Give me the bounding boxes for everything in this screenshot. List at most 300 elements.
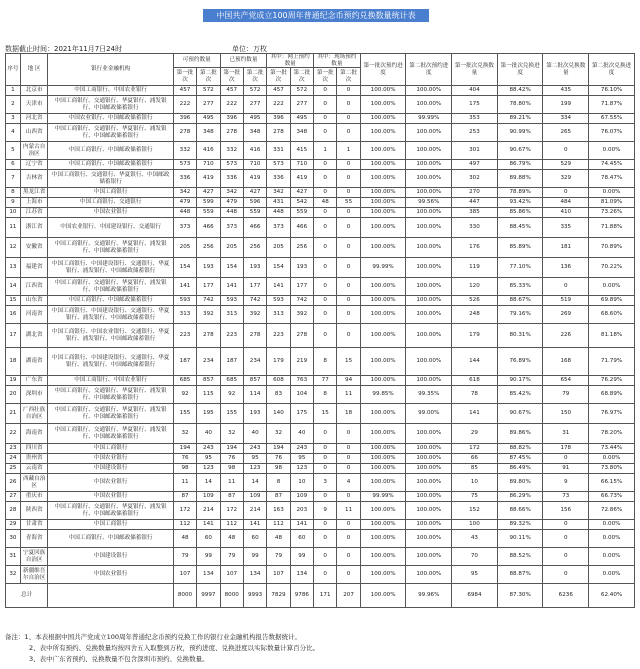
cell-reserve-rate-batch1: 100.00% [360,124,406,142]
cell-reserved-batch1: 222 [220,96,243,114]
cell-seq: 24 [6,454,21,464]
cell-exchange-batch1: 85 [452,464,498,474]
cell-exchange-batch1: 43 [452,530,498,548]
cell-reserved-batch1: 448 [220,208,243,218]
cell-total-exchange-rate-batch2: 62.40% [589,584,635,608]
cell-reservable-batch2: 95 [197,454,220,464]
cell-reservable-batch1: 593 [173,296,196,306]
cell-reserve-rate-batch2: 100.00% [406,124,452,142]
cell-reservable-batch1: 87 [173,492,196,502]
cell-reserved-batch1: 155 [220,404,243,424]
cell-reserve-rate-batch1: 100.00% [360,502,406,520]
cell-reservable-batch2: 710 [197,160,220,170]
cell-exchange-rate-batch2: 71.88% [589,218,635,238]
cell-exchange-batch1: 385 [452,208,498,218]
cell-reserved-batch1: 172 [220,502,243,520]
table-row [6,464,635,474]
cell-exchange-batch1: 302 [452,170,498,188]
cell-reserved-batch2: 348 [243,124,266,142]
cell-region: 福建省 [20,258,48,278]
cell-online-batch1: 593 [267,296,290,306]
cell-exchange-batch2: 156 [543,502,589,520]
cell-exchange-rate-batch2: 73.44% [589,444,635,454]
cell-reserved-batch1: 194 [220,444,243,454]
cell-bank: 中国工商银行、中国邮政储蓄银行 [48,142,173,160]
cell-counter-batch1: 0 [314,324,337,348]
cell-reserved-batch2: 40 [243,424,266,444]
cell-reserve-rate-batch1: 100.00% [360,296,406,306]
cell-total-reserve-rate-batch1: 100.00% [360,584,406,608]
cell-online-batch1: 79 [267,548,290,566]
cell-reservable-batch1: 205 [173,238,196,258]
cell-exchange-rate-batch2: 78.47% [589,170,635,188]
cell-exchange-batch2: 0 [543,188,589,198]
cell-bank: 中国工商银行 [48,520,173,530]
cell-reserved-batch1: 76 [220,454,243,464]
cell-reserved-batch2: 177 [243,278,266,296]
cell-reserve-rate-batch2: 100.00% [406,464,452,474]
cell-exchange-batch1: 179 [452,324,498,348]
cell-region: 贵州省 [20,454,48,464]
cell-reserved-batch1: 457 [220,86,243,96]
cell-exchange-rate-batch1: 76.89% [497,348,543,376]
cell-reserve-rate-batch1: 100.00% [360,238,406,258]
cell-exchange-rate-batch2: 68.60% [589,306,635,324]
cell-bank: 中国工商银行、交通银行、华夏银行、中国邮政储蓄银行 [48,170,173,188]
cell-reserve-rate-batch1: 100.00% [360,348,406,376]
cell-exchange-batch1: 330 [452,218,498,238]
cell-counter-batch2: 0 [337,530,360,548]
cell-counter-batch1: 9 [314,502,337,520]
table-row [6,170,635,188]
table-row [6,114,635,124]
cell-reservable-batch2: 60 [197,530,220,548]
cell-exchange-batch1: 618 [452,376,498,386]
cell-region: 山西省 [20,124,48,142]
cell-reserved-batch2: 243 [243,444,266,454]
cell-reservable-batch2: 134 [197,566,220,584]
cell-reserved-batch2: 256 [243,238,266,258]
cell-bank: 中国工商银行、中国农业银行 [48,86,173,96]
cell-reservable-batch1: 223 [173,324,196,348]
subheader-batch1: 第一批次 [314,68,337,86]
cell-reserved-batch2: 857 [243,376,266,386]
cell-region: 广东省 [20,376,48,386]
cell-seq: 18 [6,348,21,376]
cell-reserved-batch1: 205 [220,238,243,258]
cell-exchange-rate-batch1: 90.67% [497,142,543,160]
cell-exchange-rate-batch2: 76.10% [589,86,635,96]
cell-reservable-batch1: 332 [173,142,196,160]
table-row [6,492,635,502]
note-2: 2、表中所有预约、兑换数量均按四舍五入取整到万枚，预约进度、兑换进度以实际数量计算百分比。 [29,644,320,652]
notes-block [5,632,319,665]
cell-reserved-batch1: 573 [220,160,243,170]
cell-exchange-rate-batch2: 0.00% [589,530,635,548]
cell-online-batch1: 278 [267,124,290,142]
cell-online-batch1: 48 [267,530,290,548]
cell-online-batch1: 107 [267,566,290,584]
cell-reserved-batch2: 123 [243,464,266,474]
cell-online-batch2: 177 [290,278,313,296]
cell-reserved-batch2: 392 [243,306,266,324]
cell-counter-batch1: 0 [314,444,337,454]
cell-seq: 7 [6,170,21,188]
cell-reservable-batch2: 742 [197,296,220,306]
cell-reservable-batch2: 109 [197,492,220,502]
cell-reserved-batch2: 14 [243,474,266,492]
cell-online-batch2: 427 [290,188,313,198]
cell-reservable-batch2: 572 [197,86,220,96]
cell-exchange-rate-batch1: 85.42% [497,386,543,404]
cell-region: 青海省 [20,530,48,548]
cell-counter-batch1: 0 [314,160,337,170]
cell-counter-batch1: 0 [314,296,337,306]
cell-exchange-batch1: 404 [452,86,498,96]
cell-region: 辽宁省 [20,160,48,170]
subheader-batch1: 第一批次 [173,68,196,86]
total-row [6,584,635,608]
cell-counter-batch1: 0 [314,492,337,502]
cell-exchange-rate-batch2: 0.00% [589,142,635,160]
cell-reservable-batch2: 99 [197,548,220,566]
cell-reserve-rate-batch2: 100.00% [406,492,452,502]
cell-total-reservable-batch2: 9997 [197,584,220,608]
cell-exchange-batch1: 75 [452,492,498,502]
cell-online-batch2: 466 [290,218,313,238]
cell-counter-batch1: 0 [314,114,337,124]
cell-reserved-batch1: 141 [220,278,243,296]
cell-online-batch1: 457 [267,86,290,96]
cell-reservable-batch2: 466 [197,218,220,238]
cell-counter-batch2: 0 [337,238,360,258]
cell-reservable-batch2: 392 [197,306,220,324]
cell-counter-batch1: 0 [314,464,337,474]
cell-region: 陕西省 [20,502,48,520]
cell-bank: 中国工商银行、交通银行、华夏银行、浦发银行、中国邮政储蓄银行 [48,124,173,142]
cell-online-batch1: 396 [267,114,290,124]
cell-exchange-batch1: 95 [452,566,498,584]
cell-bank: 中国农业银行 [48,474,173,492]
cell-bank: 中国农业银行 [48,454,173,464]
cell-counter-batch1: 0 [314,520,337,530]
cell-reserved-batch1: 112 [220,520,243,530]
table-row [6,444,635,454]
cell-region: 四川省 [20,444,48,454]
cell-exchange-rate-batch1: 85.89% [497,238,543,258]
cell-exchange-rate-batch1: 88.45% [497,218,543,238]
cell-reserved-batch1: 373 [220,218,243,238]
cell-exchange-batch1: 141 [452,404,498,424]
header-bank: 银行业金融机构 [48,54,173,86]
cell-total-online-batch1: 7829 [267,584,290,608]
cell-exchange-batch2: 0 [543,530,589,548]
cell-online-batch2: 278 [290,324,313,348]
cell-reserve-rate-batch1: 100.00% [360,278,406,296]
cell-total-exchange-rate-batch1: 87.30% [497,584,543,608]
cell-exchange-rate-batch1: 88.42% [497,86,543,96]
cell-reserve-rate-batch2: 100.00% [406,566,452,584]
table-row [6,208,635,218]
cell-region: 黑龙江省 [20,188,48,198]
cell-reservable-batch1: 154 [173,258,196,278]
cell-exchange-rate-batch2: 69.89% [589,296,635,306]
cell-region: 海南省 [20,424,48,444]
cell-online-batch2: 243 [290,444,313,454]
table-row [6,424,635,444]
cell-reservable-batch2: 14 [197,474,220,492]
cell-seq: 5 [6,142,21,160]
header-batch1-exchange-rate: 第一批次兑换进度 [497,54,543,86]
cell-reserve-rate-batch2: 100.00% [406,424,452,444]
cell-reserved-batch1: 11 [220,474,243,492]
cell-exchange-batch2: 199 [543,96,589,114]
cell-seq: 19 [6,376,21,386]
cell-exchange-rate-batch2: 67.55% [589,114,635,124]
cell-counter-batch2: 0 [337,520,360,530]
cell-exchange-rate-batch1: 90.11% [497,530,543,548]
cell-online-batch1: 205 [267,238,290,258]
statistics-table [5,53,635,608]
cell-online-batch2: 542 [290,198,313,208]
cell-online-batch1: 32 [267,424,290,444]
cell-reservable-batch2: 427 [197,188,220,198]
cell-counter-batch1: 0 [314,188,337,198]
cell-bank: 中国建设银行 [48,548,173,566]
cell-reserved-batch2: 710 [243,160,266,170]
cell-exchange-batch1: 447 [452,198,498,208]
table-row [6,306,635,324]
table-row [6,188,635,198]
cell-online-batch2: 348 [290,124,313,142]
cell-reservable-batch2: 193 [197,258,220,278]
cell-total-counter-batch2: 207 [337,584,360,608]
cell-online-batch1: 76 [267,454,290,464]
cell-counter-batch1: 77 [314,376,337,386]
cell-exchange-rate-batch2: 68.89% [589,386,635,404]
cell-reserved-batch2: 596 [243,198,266,208]
cell-counter-batch2: 0 [337,306,360,324]
cell-exchange-batch1: 175 [452,96,498,114]
cell-online-batch1: 448 [267,208,290,218]
cell-bank: 中国工商银行、交通银行、华夏银行、浦发银行、中国邮政储蓄银行 [48,96,173,114]
cell-reserve-rate-batch1: 100.00% [360,208,406,218]
cell-reserve-rate-batch2: 100.00% [406,324,452,348]
cell-reserve-rate-batch1: 100.00% [360,424,406,444]
cell-counter-batch1: 0 [314,306,337,324]
cell-bank: 中国工商银行、交通银行、华夏银行、浦发银行、中国邮政储蓄银行 [48,502,173,520]
cell-reserve-rate-batch2: 100.00% [406,278,452,296]
cell-exchange-rate-batch1: 85.86% [497,208,543,218]
cell-exchange-batch2: 329 [543,170,589,188]
cell-reserved-batch2: 114 [243,386,266,404]
cell-reservable-batch1: 92 [173,386,196,404]
cell-reserved-batch1: 79 [220,548,243,566]
subheader-batch2: 第二批次 [337,68,360,86]
cell-online-batch2: 104 [290,386,313,404]
cell-exchange-batch1: 120 [452,278,498,296]
table-row [6,142,635,160]
cell-total-counter-batch1: 171 [314,584,337,608]
cell-exchange-rate-batch2: 76.97% [589,404,635,424]
cell-total-online-batch2: 9786 [290,584,313,608]
header-batch2-exchange: 第二批次兑换数量 [543,54,589,86]
cell-region: 深圳市 [20,386,48,404]
cell-bank: 中国工商银行、中国农业银行、交通银行、华夏银行、浦发银行、中国邮政储蓄银行 [48,324,173,348]
cell-online-batch1: 83 [267,386,290,404]
cell-counter-batch1: 1 [314,142,337,160]
cell-reservable-batch1: 141 [173,278,196,296]
cell-reserved-batch1: 313 [220,306,243,324]
cell-exchange-rate-batch2: 73.80% [589,464,635,474]
cell-exchange-rate-batch2: 0.00% [589,188,635,198]
unit-label: 单位：万枚 [232,45,267,53]
subheader-batch1: 第一批次 [267,68,290,86]
cell-exchange-rate-batch2: 76.29% [589,376,635,386]
cell-seq: 21 [6,404,21,424]
cell-seq: 25 [6,464,21,474]
cell-online-batch1: 222 [267,96,290,114]
cell-reserve-rate-batch2: 100.00% [406,208,452,218]
cell-exchange-batch2: 9 [543,474,589,492]
cell-reserved-batch2: 277 [243,96,266,114]
cell-reserve-rate-batch2: 100.00% [406,238,452,258]
cell-online-batch1: 313 [267,306,290,324]
cell-online-batch2: 256 [290,238,313,258]
cell-reserve-rate-batch2: 99.99% [406,114,452,124]
cell-online-batch2: 710 [290,160,313,170]
cell-region: 天津市 [20,96,48,114]
cell-reserved-batch1: 593 [220,296,243,306]
cell-region: 江西省 [20,278,48,296]
cell-reserve-rate-batch2: 100.00% [406,444,452,454]
cell-reservable-batch2: 40 [197,424,220,444]
cell-online-batch1: 179 [267,348,290,376]
cell-reservable-batch1: 448 [173,208,196,218]
cell-exchange-batch2: 73 [543,492,589,502]
cell-reserve-rate-batch2: 100.00% [406,160,452,170]
cell-reservable-batch1: 278 [173,124,196,142]
cell-counter-batch2: 11 [337,386,360,404]
cell-exchange-rate-batch1: 86.29% [497,492,543,502]
cell-reserved-batch2: 193 [243,258,266,278]
table-row [6,324,635,348]
cell-online-batch1: 223 [267,324,290,348]
cell-reserved-batch2: 427 [243,188,266,198]
cell-reservable-batch1: 685 [173,376,196,386]
table-row [6,198,635,208]
cell-counter-batch1: 8 [314,386,337,404]
table-row [6,566,635,584]
table-row [6,548,635,566]
cell-reserved-batch1: 342 [220,188,243,198]
cell-exchange-batch2: 181 [543,238,589,258]
cell-seq: 30 [6,530,21,548]
cell-reservable-batch1: 76 [173,454,196,464]
header-batch1-exchange: 第一批次兑换数量 [452,54,498,86]
cell-reservable-batch2: 243 [197,444,220,454]
subheader-batch1: 第一批次 [220,68,243,86]
cell-reservable-batch1: 194 [173,444,196,454]
cell-reserve-rate-batch1: 100.00% [360,530,406,548]
cell-region: 内蒙古自治区 [20,142,48,160]
cell-bank: 中国农业银行 [48,492,173,502]
cell-exchange-batch2: 519 [543,296,589,306]
cell-exchange-batch1: 100 [452,520,498,530]
cell-reservable-batch1: 155 [173,404,196,424]
cell-seq: 17 [6,324,21,348]
cell-counter-batch2: 0 [337,208,360,218]
cell-counter-batch2: 0 [337,86,360,96]
cell-online-batch2: 99 [290,548,313,566]
cell-reservable-batch1: 32 [173,424,196,444]
cell-reserve-rate-batch1: 100.00% [360,142,406,160]
cell-online-batch1: 163 [267,502,290,520]
cell-exchange-batch2: 484 [543,198,589,208]
cell-reserve-rate-batch2: 100.00% [406,86,452,96]
table-row [6,376,635,386]
cell-reserve-rate-batch2: 100.00% [406,376,452,386]
cell-reserved-batch2: 60 [243,530,266,548]
cell-exchange-batch1: 497 [452,160,498,170]
cell-region: 湖北省 [20,324,48,348]
cell-reserve-rate-batch1: 100.00% [360,114,406,124]
table-row [6,520,635,530]
cell-exchange-batch2: 91 [543,464,589,474]
cell-counter-batch2: 18 [337,404,360,424]
table-row [6,348,635,376]
table-row [6,124,635,142]
cell-online-batch2: 572 [290,86,313,96]
cell-reserved-batch2: 214 [243,502,266,520]
cell-bank: 中国工商银行、交通银行、华夏银行、浦发银行、中国邮政储蓄银行 [48,386,173,404]
cell-seq: 11 [6,218,21,238]
cell-reserve-rate-batch1: 100.00% [360,404,406,424]
cell-reserved-batch1: 92 [220,386,243,404]
cell-reserved-batch2: 559 [243,208,266,218]
cell-exchange-rate-batch2: 0.00% [589,520,635,530]
cell-reservable-batch2: 559 [197,208,220,218]
cell-exchange-batch1: 301 [452,142,498,160]
cell-counter-batch1: 48 [314,198,337,208]
cell-reserved-batch2: 234 [243,348,266,376]
header-reserved: 已预约数量 [220,54,267,68]
cell-exchange-batch1: 78 [452,386,498,404]
cell-counter-batch2: 11 [337,502,360,520]
cell-counter-batch1: 0 [314,208,337,218]
cell-reservable-batch1: 187 [173,348,196,376]
cell-online-batch1: 98 [267,464,290,474]
cell-exchange-rate-batch1: 89.32% [497,520,543,530]
cell-counter-batch2: 0 [337,114,360,124]
cell-bank: 中国工商银行、交通银行、华夏银行、浦发银行、中国邮政储蓄银行 [48,278,173,296]
cell-reserve-rate-batch2: 100.00% [406,502,452,520]
cell-exchange-batch2: 0 [543,566,589,584]
cell-exchange-batch2: 0 [543,142,589,160]
cell-online-batch2: 175 [290,404,313,424]
cell-exchange-rate-batch2: 66.15% [589,474,635,492]
cell-reserved-batch1: 278 [220,124,243,142]
cell-region: 湖南省 [20,348,48,376]
cell-counter-batch1: 8 [314,348,337,376]
cell-exchange-rate-batch1: 78.80% [497,96,543,114]
cell-counter-batch1: 0 [314,424,337,444]
cell-exchange-batch1: 526 [452,296,498,306]
cell-exchange-batch2: 178 [543,444,589,454]
cell-region: 河南省 [20,306,48,324]
cell-reservable-batch2: 495 [197,114,220,124]
cell-reserve-rate-batch1: 100.00% [360,464,406,474]
